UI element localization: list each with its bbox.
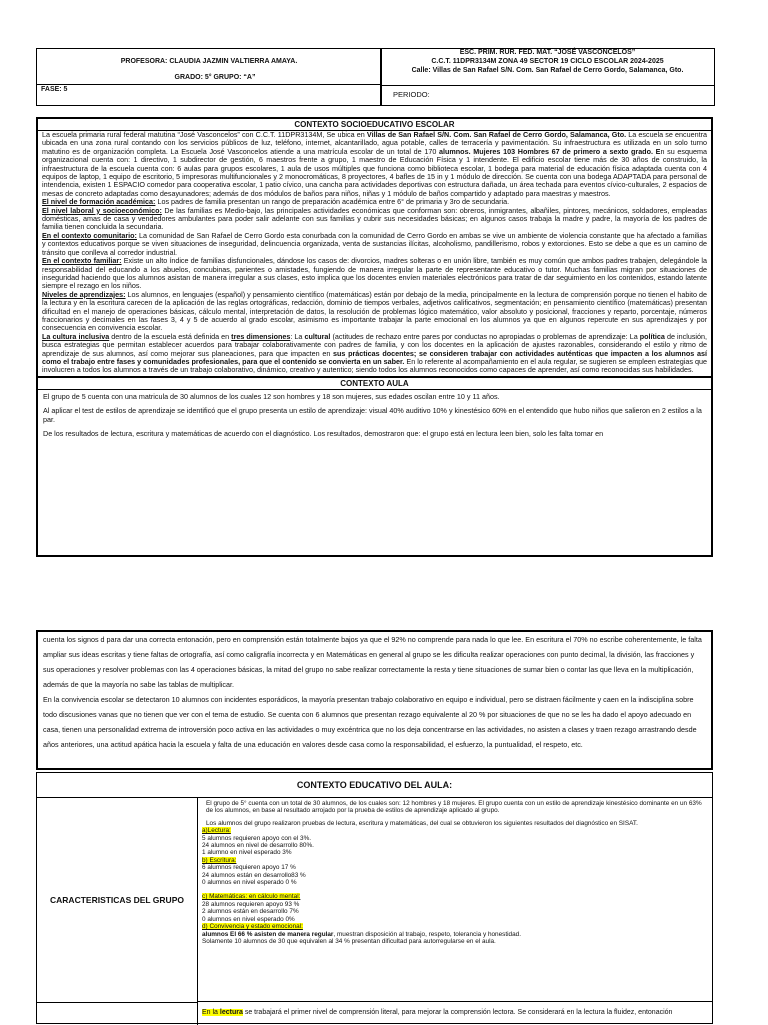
reading-label: a)Lectura: [202, 827, 231, 835]
socioeducativo-section [36, 117, 713, 557]
coexistence-label: d) Convivencia y estado emocional: [202, 923, 303, 931]
math-item: 28 alumnos requieren apoyo 93 % [202, 900, 300, 908]
row-content-reading-plan: En la lectura se trabajará el primer nivel de comprensión literal, para mejorar la comprensión lectora. Se considerará en la lectura la fluidez, entonación [202, 1009, 673, 1016]
continuation-section [36, 630, 713, 770]
reading-item: 5 alumnos requieren apoyo con el 3%. [202, 834, 312, 842]
writing-label: b) Escritura: [202, 856, 237, 864]
writing-item: 0 alumnos en nivel esperado 0 % [202, 879, 297, 887]
community-context: En el contexto comunitario: La comunidad de San Rafael de Cerro Gordo esta conurbada con la comunidad de Cerro Gordo en ambas se vive un ambiente de violencia constante que ha afectado a familias y contextos educativos porque se viven situaciones de inseguridad, delincuencia organizada, venta de sustancias ilícitas, alcoholismo, pandillerismo, robos y extorciones. Esto se debe a que es un camino de tránsito que conlleva al corredor industrial. [42, 230, 707, 257]
math-item: 2 alumnos están en desarrollo 7% [202, 908, 299, 916]
grade-group: GRADO: 5° GRUPO: “A” [174, 74, 256, 81]
school-address: Calle: Villas de San Rafael S/N. Com. San Rafael de Cerro Gordo, Salamanca, Gto. [411, 67, 684, 74]
intro-paragraph-1: El grupo de 5° cuenta con un total de 30 alumnos, de los cuales son: 12 hombres y 18 mujeres. El grupo cuenta con un estilo de aprendizaje kinestésico dominante en un 63% de los alumnos, en base al resultado arrojado por la prueba de estilos de aprendizaje aplicado al grupo. [206, 800, 702, 815]
math-label: c) Matemáticas: en cálculo mental: [202, 893, 301, 901]
academic-level: El nivel de formación académica: Los padres de familia presentan un rango de preparación académica entre 6° de primaria y 3ro de secundaria. [42, 197, 510, 207]
inclusive-culture: La cultura inclusiva dentro de la escuela está definida en tres dimensiones: La cultural (actitudes de rechazo entre pares por conductas no apropiadas o problemas de aprendizaje: La política de inclusión, busca estrategias que permitan establecer acuerdos para trabajar colaborativamente con padres de familia, y con los docentes en la aplicación de ajustes razonables, considerando el estilo y ritmo de aprendizaje de sus alumnos, así como mejorar sus planeaciones, para que impacten en sus prácticas docentes; se consideren trabajar con actividades auténticas que impacten a los alumnos así como el trabajo entre fases y comunidades profesionales, para que el contenido se convierta en un saber. En lo referente al acompañamiento en el aula regular, se sugieren se empleen estrategias que involucren a todos los alumnos a través de un trabajo colaborativo, dinámico, creativo y autentico; siendo todos los alumnos reconocidos como capaces de aprender, así como reconocidas sus habilidades. [42, 331, 708, 375]
coexistence-text: alumnos El 66 % asisten de manera regular, muestran disposición al trabajo, respeto, tolerancia y honestidad. [202, 930, 521, 938]
row-content-characteristics [198, 798, 712, 1002]
continuation-paragraph-2: En la convivencia escolar se detectaron 10 alumnos con incidentes esporádicos, la mayoría presentan trabajo colaborativo en equipo e individual, pero se distraen fácilmente y caen en la indisciplina sobre todo discusiones vanas que no tienen que ver con el tema de estudio. Se cuenta con 6 alumnos que presentan rezago equivalente al 20 % por situaciones de que no se les ha dado el apoyo adecuado en casa, tienen una personalidad extrema de introversión poco activa en las actividades o muy excéntrica que no los deja concentrarse en las actividades, no asisten a clases y traen rezago arrastrando desde años anteriores, una actitud apática hacia la escuela y falta de una educación en valores desde casa como la responsabilidad, el esfuerzo, la puntualidad, el respeto, etc. [43, 695, 697, 749]
row-label-characteristics: CARACTERISTICAS DEL GRUPO [37, 798, 198, 1003]
learning-levels: Niveles de aprendizajes: Los alumnos, en lenguajes (español) y pensamiento científico (matemáticas) están por debajo de la media, principalmente en la lectura de comprensión porque no tienen el habito de la lectura y en la escritura carecen de la aplicación de las reglas ortográficas, redacción, dominio de tiempos verbales, adjetivos calificativos, segmentación; en pensamiento científico (matemáticas) presentan dificultad en el manejo de operaciones básicas, cálculo mental, interpretación de datos, la resolución de problemas lógico matemático, valor absoluto y posicional, fracciones y reparto, porcentaje, números fraccionarios y decimales en las fases 3, 4 y 5 de acuerdo al grado escolar, asimismo es importante trabajar la parte emocional en los alumnos ya que en algunos repercute en sus aprendizajes y por consecuencia en convivencia escolar. [42, 289, 707, 333]
aula-paragraph-1: El grupo de 5 cuenta con una matricula de 30 alumnos de los cuales 12 son hombres y 18 son mujeres, sus edades oscilan entre 10 y 11 años. [43, 391, 500, 401]
family-context: En el contexto familiar: Existe un alto índice de familias disfuncionales, dándose los casos de: divorcios, madres solteras o en unión libre, también es muy común que ambos padres trabajen, delegándole la responsabilidad del educando a los abuelos, concubinas, parientes o amistades, fungiendo de manera irregular la parte de representante educativo o tutor. Muchas familias migran por situaciones de inseguridad haciendo que los alumnos asistan de manera irregular a sus clases, esto implica que los docentes envíen materiales electrónicos para tratar de dar seguimiento en los contenidos, estando latente siempre el rezago en los niños. [42, 256, 707, 291]
row-label-empty [37, 1003, 198, 1025]
writing-item: 24 alumnos están en desarrollo83 % [202, 871, 306, 879]
socioeconomic-level: El nivel laboral y socioeconómico: De las familias es Medio-bajo, las principales actividades económicas que conforman son: obreros, inmigrantes, albañiles, pintores, mecánicos, soldadores, empleadas domésticas, amas de casa y vendedores ambulantes para poder salir adelante con sus familias y cubrir sus necesidades básicas; en algunos casos trabaja la madre y padre, la mayoría de los padres de familia tienen concluida la secundaria. [42, 205, 707, 232]
math-item: 0 alumnos en nivel esperado 0% [202, 915, 295, 923]
header-right-box [380, 48, 715, 106]
writing-item: 6 alumnos requieren apoyo 17 % [202, 864, 296, 872]
school-description: La escuela primaria rural federal matutina “José Vasconcelos” con C.C.T. 11DPR3134M, Se ubica en Villas de San Rafael S/N. Com. San Rafael de Cerro Gordo, Salamanca, Gto. La escuela se encuentra ubicada en una zona rural contando con los servicios públicos de luz, teléfono, internet, alcantarillado, agua potable, calles de terracería y pavimentación. Su infraestructura es utilizada en un solo turno matutino es de organización completa. La Escuela José Vasconcelos atiende a una matrícula escolar de un total de 170 alumnos. Mujeres 103 Hombres 67 de primero a sexto grado. En su esquema organizacional cuenta con: 1 directivo, 1 subdirector de gestión, 6 maestros frente a grupo, 1 maestro de Educación Física y 1 intendente. El edificio escolar tiene más de 30 años de construido, la infraestructura de la escuela cuenta con: 6 aulas para grupos escolares, 1 aula de usos múltiples que funciona como biblioteca escolar, 1 bodega para material de educación física adaptada cuenta con 4 equipos de laptop, 1 equipo de escritorio, 5 impresoras multifuncionales y 2 monocromáticas, 8 proyectores, 4 bafles de 15 in y 1 módulo de dirección. Se cuenta con una bodega ADAPTADA para personal de intendencia, existen 1 ESPACIO comedor para cooperativa escolar, 1 patio cívico, una cancha para actividades deportivas con estructura dañada, un área techada para eventos cívico-culturales, 2 espacios de mesas de concreto adaptadas como desayunadores; además de dos módulos de baños para niños, niñas y 1 módulo de baños compartido y adaptado para maestras y maestros. [42, 130, 707, 198]
coexistence-last: Solamente 10 alumnos de 30 que equivalen al 34 % presentan dificultad para autorregularse en el aula. [202, 937, 496, 945]
phase: FASE: 5 [37, 84, 381, 101]
aula-paragraph-2: Al aplicar el test de estilos de aprendizaje se identificó que el grupo presenta un estilo de aprendizaje: visual 40% auditivo 10% y kinestésico 60% en el entendido que hubo niños que salieron en 2 estilos a la par. [43, 405, 702, 424]
header-left-box [36, 48, 382, 106]
aula-section [38, 392, 711, 438]
school-name: ESC. PRIM. RUR. FED. MAT. “JOSÉ VASCONCELOS” [459, 49, 636, 56]
period-label: PERIODO: [381, 85, 714, 104]
reading-item: 24 alumnos en nivel de desarrollo 80%. [202, 842, 314, 850]
aula-title: CONTEXTO AULA [38, 376, 711, 390]
school-cct: C.C.T. 11DPR3134M ZONA 49 SECTOR 19 CICLO ESCOLAR 2024-2025 [431, 58, 664, 65]
continuation-paragraph-1: cuenta los signos d para dar una correcta entonación, pero en comprensión están totalmente bajos ya que el 92% no comprende para nada lo que lee. En escritura el 70% no escribe coherentemente, le falta ampliar sus ideas escritas y tiene faltas de ortografía, así como caligrafía incorrecta y en Matemáticas en general al grupo se les dificulta realizar operaciones con punto decimal, la división, las fracciones y sus operaciones y resolver problemas con las 4 operaciones básicas, la mitad del grupo no sabe realizar correctamente la resta y tiene situaciones de sumar bien o contar las que lleva en la multiplicación, además de que la mayoría no sabe las tablas de multiplicar. [43, 635, 702, 689]
aula-paragraph-3: De los resultados de lectura, escritura y matemáticas de acuerdo con el diagnóstico. Los resultados, demostraron que: el grupo está en lectura leen bien, solo les falta tomar en [43, 428, 604, 438]
table-title: CONTEXTO EDUCATIVO DEL AULA: [37, 773, 712, 798]
socioeducativo-title: CONTEXTO SOCIOEDUCATIVO ESCOLAR [38, 119, 711, 131]
intro-paragraph-2: Los alumnos del grupo realizaron pruebas de lectura, escritura y matemáticas, del cual se obtuvieron los siguientes resultados del diagnóstico en SISAT. [206, 819, 638, 827]
educational-context-table [36, 772, 713, 1024]
reading-item: 1 alumno en nivel esperado 3% [202, 849, 292, 857]
teacher-name: PROFESORA: CLAUDIA JAZMIN VALTIERRA AMAYA. [120, 58, 298, 65]
